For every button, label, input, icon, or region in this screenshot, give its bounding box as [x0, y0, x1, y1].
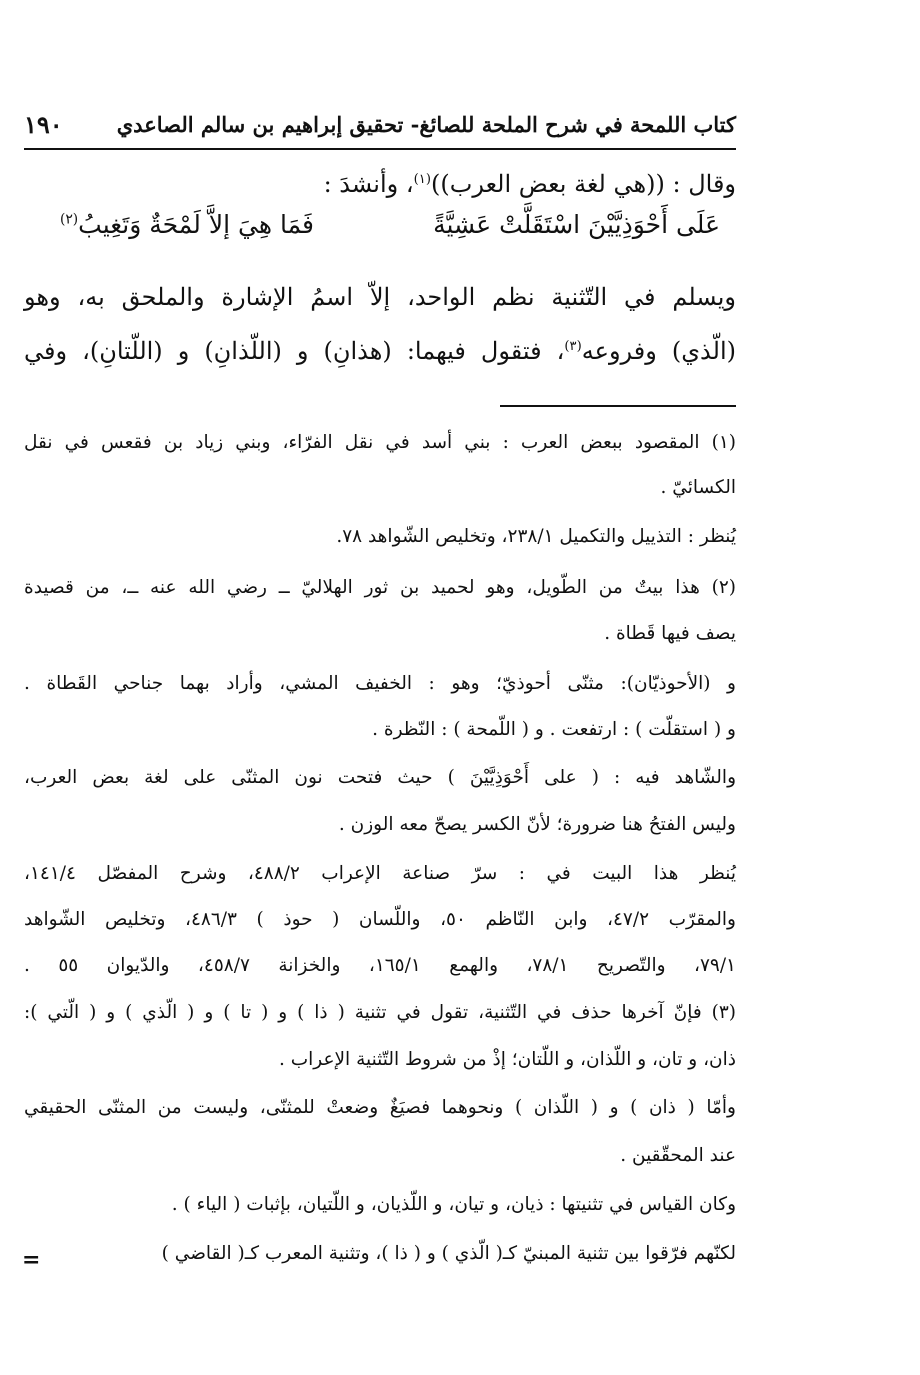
footnote-line: (١) المقصود ببعض العرب : بني أسد في نقل الفرّاء، وبني زياد بن فقعس في نقل — [24, 432, 736, 453]
footnote-line: لكنّهم فرّقوا بين تثنية المبنيّ كـ( الّذي ) و ( ذا )، وتثنية المعرب كـ( القاضي ) — [161, 1243, 736, 1264]
footnote-line: (٢) هذا بيتٌ من الطّويل، وهو لحميد بن ثور الهلاليّ ــ رضي الله عنه ــ، من قصيدة — [24, 577, 736, 598]
footnote-line: والمقرّب ٤٧/٢، وابن النّاظم ٥٠، واللّسان ( حوذ ) ٤٨٦/٣، وتخليص الشّواهد — [24, 909, 736, 930]
main-line-2: ويسلم في التّثنية نظم الواحد، إلاّ اسمُ الإشارة والملحق به، وهو — [24, 283, 736, 311]
poetry-verse — [60, 210, 720, 250]
footnote-line: يصف فيها قَطاة . — [604, 623, 736, 644]
verse-first-hemistich: عَلَى أَحْوَذِيَّيْنَ اسْتَقَلَّتْ عَشِيَّةً — [433, 210, 720, 239]
book-title: كتاب اللمحة في شرح الملحة للصائغ- تحقيق إبراهيم بن سالم الصاعدي — [116, 112, 736, 137]
continuation-mark: = — [22, 1247, 41, 1273]
footnote-ref-2: (٢) — [60, 211, 79, 228]
footnote-separator — [500, 405, 736, 407]
footnote-ref-1: (١) — [413, 172, 432, 187]
footnote-line: وأمّا ( ذان ) و ( اللّذان ) ونحوهما فصيَغٌ وضعتْ للمثنّى، وليست من المثنّى الحقيقي — [24, 1097, 736, 1118]
footnote-line: وكان القياس في تثنيتها : ذيان، و تيان، و اللّذيان، و اللّتيان، بإثبات ( الياء ) . — [171, 1194, 736, 1215]
page-number: ١٩٠ — [24, 110, 63, 139]
footnote-line: (٣) فإنّ آخرها حذف في التّثنية، تقول في تثنية ( ذا ) و ( تا ) و ( الّذي ) و ( الّتي ): — [24, 1002, 736, 1023]
footnote-line: يُنظر : التذييل والتكميل ٢٣٨/١، وتخليص الشّواهد ٧٨. — [336, 526, 736, 547]
footnote-ref-3: (٣) — [564, 339, 582, 354]
footnote-line: والشّاهد فيه : ( على أَحْوَذِيَّيْنَ ) حيث فتحت نون المثنّى على لغة بعض العرب، — [24, 767, 736, 788]
footnote-line: الكسائيّ . — [660, 477, 736, 498]
footnote-line: ٧٩/١، والتّصريح ٧٨/١، والهمع ١٦٥/١، والخزانة ٤٥٨/٧، والدّيوان ٥٥ . — [24, 955, 736, 976]
footnote-line: عند المحقّقين . — [620, 1145, 736, 1166]
footnote-line: و (الأحوذيّان): مثنّى أحوذيّ؛ وهو : الخفيف المشي، وأراد بهما جناحي القَطاة . — [24, 673, 736, 694]
footnote-line: و ( استقلّت ) : ارتفعت . و ( اللّمحة ) : النّظرة . — [372, 719, 736, 740]
footnote-line: يُنظر هذا البيت في : سرّ صناعة الإعراب ٤٨٨/٢، وشرح المفصّل ١٤١/٤، — [24, 863, 736, 884]
main-line-1: وقال : ((هي لغة بعض العرب))$^{(١)}$، وأنشدَ : — [323, 170, 736, 198]
verse-second-hemistich: فَمَا هِيَ إلاَّ لَمْحَةٌ وَتَغِيبُ$^{(٢)}$ — [60, 210, 314, 239]
footnote-line: ذان، و تان، و اللّذان، و اللّتان؛ إذْ من شروط التّثنية الإعراب . — [278, 1049, 736, 1070]
main-line-3: (الّذي) وفروعه$^{(٣)}$، فتقول فيهما: (هذانِ) و (اللّذانِ) و (اللّتانِ)، وفي — [24, 337, 736, 365]
running-header — [24, 112, 736, 146]
header-rule — [24, 148, 736, 150]
footnote-line: وليس الفتحُ هنا ضرورة؛ لأنّ الكسر يصحّ معه الوزن . — [338, 814, 736, 835]
